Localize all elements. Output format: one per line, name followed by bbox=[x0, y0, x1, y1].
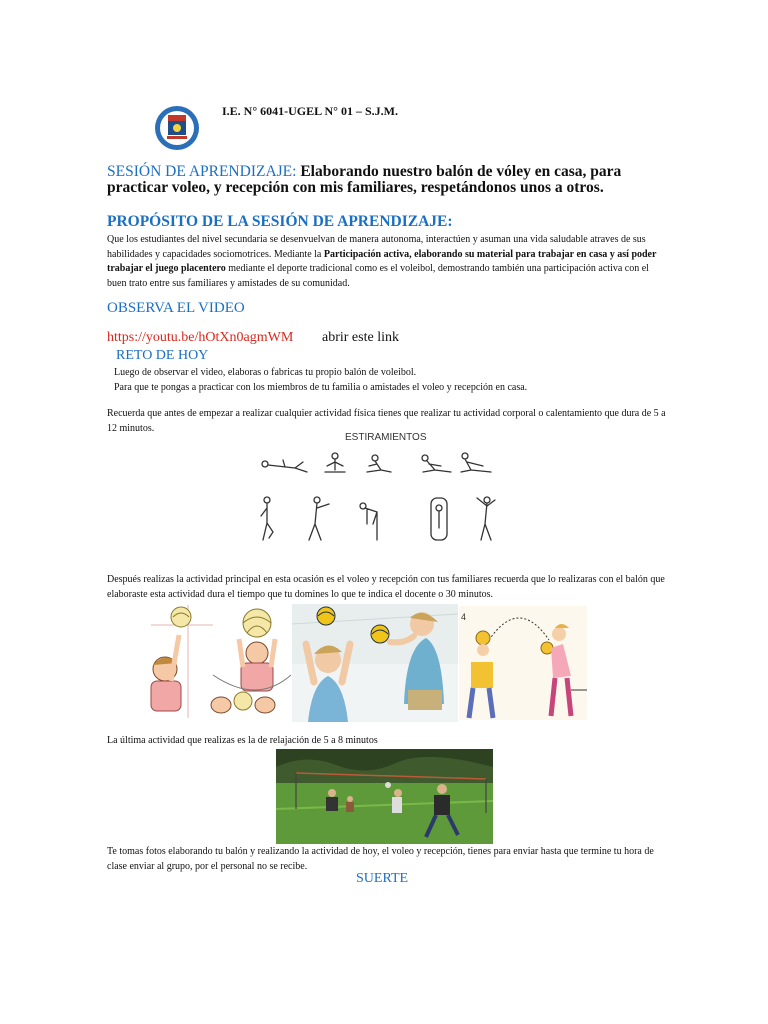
purpose-heading: PROPÓSITO DE LA SESIÓN DE APRENDIZAJE: bbox=[107, 213, 453, 230]
open-link-text: abrir este link bbox=[322, 330, 399, 345]
school-crest-icon bbox=[154, 105, 200, 151]
purpose-paragraph bbox=[107, 233, 667, 291]
session-title-text: Elaborando nuestro balón de vóley en casa, para practicar voleo, y recepción con mis familiares, respetándonos unos a otros. bbox=[107, 163, 622, 196]
volley-technique-sketch bbox=[143, 605, 291, 718]
challenge-text bbox=[114, 366, 674, 395]
stretch-row-2 bbox=[261, 497, 495, 540]
family-volleyball-photo bbox=[276, 749, 493, 844]
warmup-text: Recuerda que antes de empezar a realizar cualquier actividad física tienes que realizar tu actividad corporal o calentamiento que dura de 5 a 12 minutos. bbox=[107, 408, 666, 434]
photos-instruction: Te tomas fotos elaborando tu balón y realizando la actividad de hoy, el voleo y recepción, tienes para enviar hasta que termine tu hora de clase enviar al grupo, por el personal no se recibe. bbox=[107, 846, 654, 872]
stretching-figure bbox=[255, 428, 515, 550]
challenge-line-2: Para que te pongas a practicar con los miembros de tu familia o amistades el voleo y recepción en casa. bbox=[114, 381, 528, 393]
session-title bbox=[107, 164, 667, 196]
purpose-text-bold: Participación activa, elaborando su material para trabajar en casa y así poder trabajar el juego placentero bbox=[107, 248, 657, 274]
volley-players-illustration bbox=[292, 604, 458, 722]
video-heading: OBSERVA EL VIDEO bbox=[107, 300, 245, 316]
school-header: I.E. N° 6041-UGEL N° 01 – S.J.M. bbox=[222, 104, 398, 118]
video-link[interactable]: https://youtu.be/hOtXn0agmWM bbox=[107, 330, 294, 345]
relaxation-text: La última actividad que realizas es la de relajación de 5 a 8 minutos bbox=[107, 735, 378, 746]
session-label: SESIÓN DE APRENDIZAJE: bbox=[107, 163, 297, 180]
sequence-number: 4 bbox=[461, 612, 467, 622]
stretch-row-1 bbox=[262, 453, 491, 472]
challenge-line-1: Luego de observar el video, elaboras o fabricas tu propio balón de voleibol. bbox=[114, 367, 417, 378]
main-activity-text: Después realizas la actividad principal en esta ocasión es el voleo y recepción con tus familiares recuerda que lo realizaras con el balón que elaboraste esta actividad dura el tiempo que tu domines lo que te indica el docente o 30 minutos. bbox=[107, 574, 665, 600]
volley-pass-sequence bbox=[459, 606, 587, 720]
stretching-title: ESTIRAMIENTOS bbox=[345, 432, 427, 443]
challenge-heading: RETO DE HOY bbox=[116, 348, 209, 363]
purpose-text-start: Que los estudiantes del nivel secundaria se desenvuelvan de manera autonoma, interactúen y asuman una vida saludable atraves de sus habilidades y capacidades sociomotrices. Mediante la bbox=[107, 234, 646, 260]
closing-text: SUERTE bbox=[356, 871, 409, 886]
purpose-text-end: mediante el deporte tradicional como es el voleibol, demostrando también una participación activa con el buen trato entre sus familiares y amistades de su comunidad. bbox=[107, 263, 649, 289]
